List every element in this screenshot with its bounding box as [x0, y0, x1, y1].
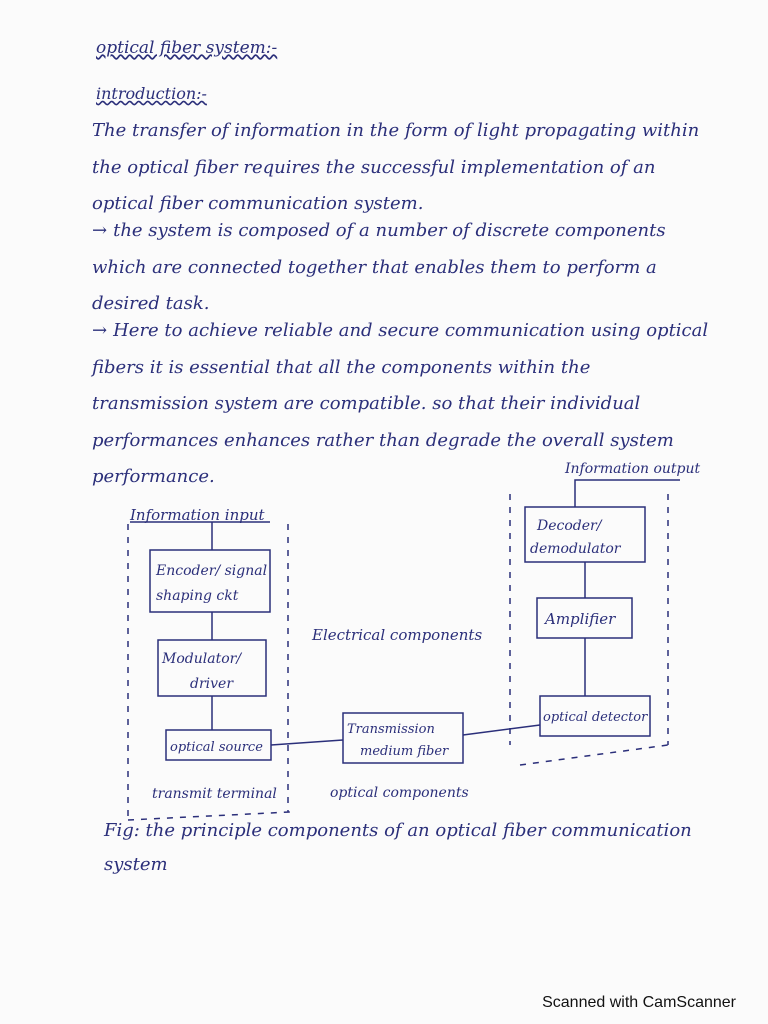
electrical-components-label: Electrical components [312, 626, 483, 644]
info-input-label: Information input [130, 506, 265, 524]
paragraph-2-text: the system is composed of a number of discrete components which are connected together that enables them to perform a desired task. [92, 220, 666, 314]
paragraph-1-text: The transfer of information in the form of light propagating within the optical fiber requires the successful implementation of an optical fiber communication system. [92, 120, 700, 214]
optical-source-label: optical source [170, 740, 263, 755]
modulator-label-1: Modulator/ [162, 651, 242, 667]
section-heading: introduction:- [96, 84, 207, 103]
figure-caption: Fig: the principle components of an optical fiber communication system [104, 820, 692, 875]
amplifier-label: Amplifier [545, 610, 616, 628]
document-title: optical fiber system:- [96, 38, 278, 58]
optical-components-label: optical components [330, 785, 469, 801]
arrow-bullet-icon: → [92, 320, 108, 341]
paragraph-3-text: Here to achieve reliable and secure communication using optical fibers it is essential that all the components within the transmission system are compatible. so that their individual performances enhances rather than degrade the overall system performance. [92, 320, 709, 487]
optical-detector-label: optical detector [543, 710, 648, 725]
arrow-bullet-icon: → [92, 220, 108, 241]
decoder-label-2: demodulator [530, 541, 621, 557]
transmit-terminal-label: transmit terminal [152, 786, 277, 802]
decoder-label-1: Decoder/ [537, 518, 602, 534]
info-output-label: Information output [565, 461, 701, 477]
encoder-label-2: shaping ckt [156, 588, 239, 604]
transmission-label-2: medium fiber [360, 744, 449, 759]
camscanner-watermark: Scanned with CamScanner [542, 994, 736, 1011]
modulator-label-2: driver [190, 676, 234, 692]
encoder-label-1: Encoder/ signal [156, 563, 268, 579]
transmission-label-1: Transmission [347, 722, 435, 737]
